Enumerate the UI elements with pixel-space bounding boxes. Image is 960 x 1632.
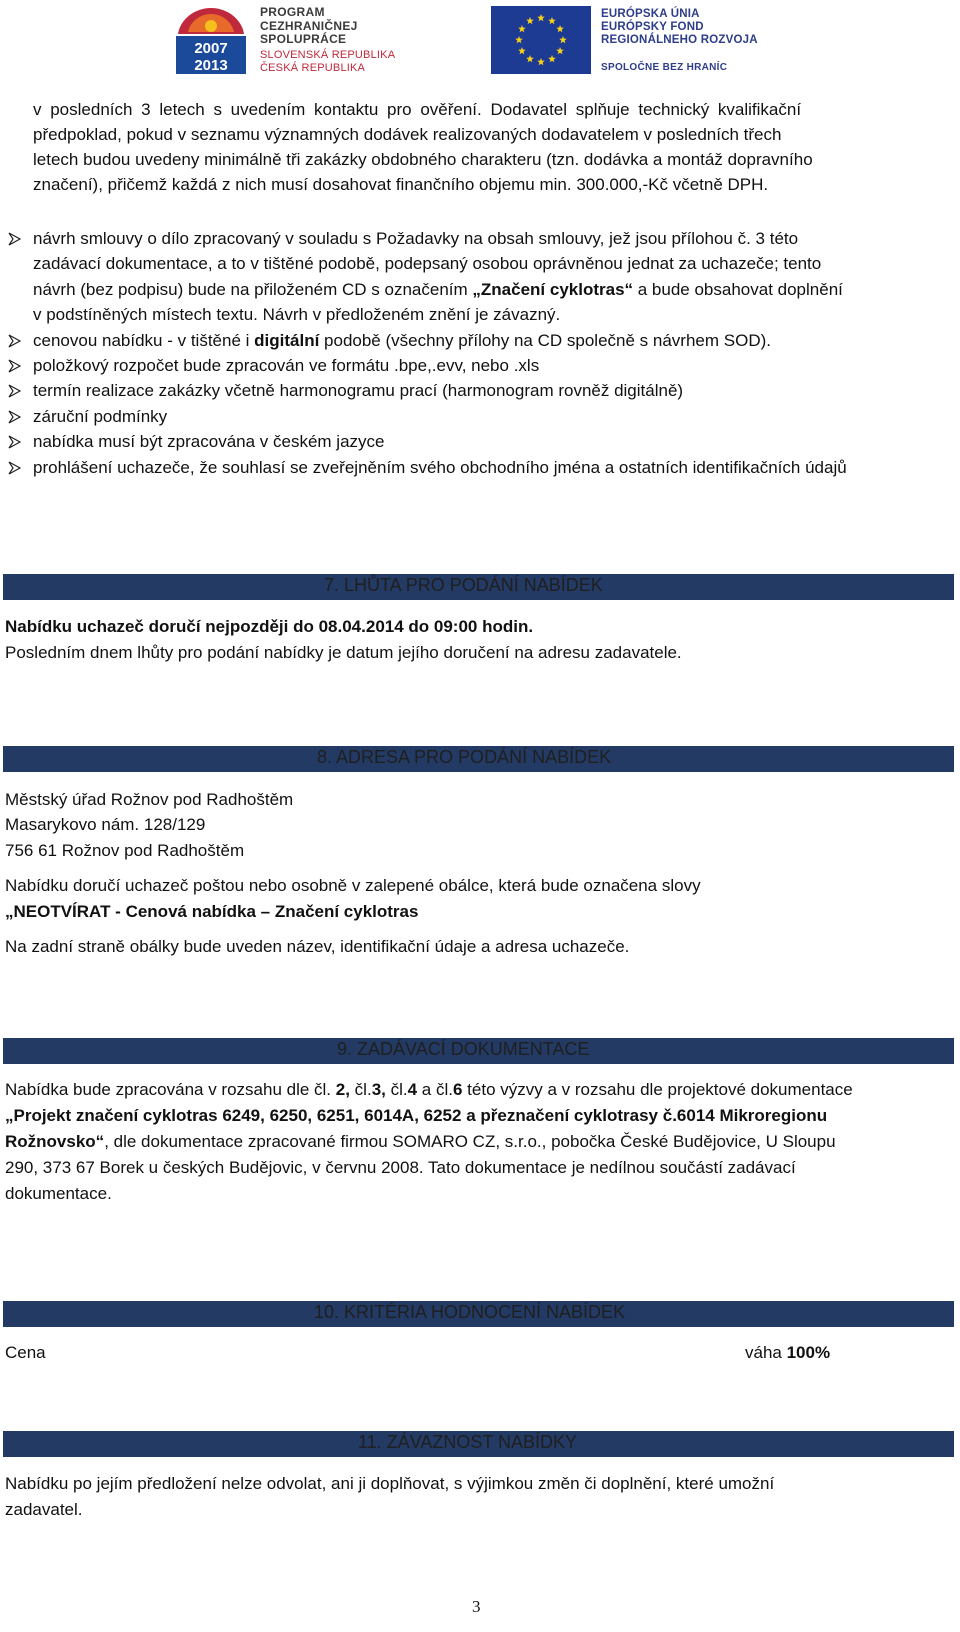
intro-line-4: značení), přičemž každá z nich musí dosahovat finančního objemu min. 300.000,-Kč včetně DPH.	[33, 175, 769, 194]
year-start: 2007	[194, 40, 228, 57]
eu-motto: SPOLOČNE BEZ HRANÍC	[601, 62, 728, 73]
docs-line-5: dokumentace.	[5, 1184, 112, 1203]
section-10-title: 10. KRITÉRIA HODNOCENÍ NABÍDEK	[314, 1302, 626, 1322]
document-page: 2007 2013 PROGRAM CEZHRANIČNEJ SPOLUPRÁCE SLOVENSKÁ REPUBLIKA ČESKÁ REPUBLIKA EURÓPSKA ÚNIA EURÓPSKY FOND REGIONÁLNEHO ROZVOJA SPOLOČNE BEZ HRANÍC v posledních 3 letech s uvedením kontaktu pro ověření. Dodavatel splňuje technický kvalifikační předpoklad, pokud v seznamu významných dodávek realizovaných dodavatelem v posledních třech letech budou uvedeny minimálně tři zakázky obdobného charakteru (tzn. dodávka a montáž dopravního značení), přičemž každá z nich musí dosahovat finančního objemu min. 300.000,-Kč včetně DPH. návrh smlouvy o dílo zpracovaný v souladu s Požadavky na obsah smlouvy, jež jsou přílohou č. 3 této zadávací dokumentace, a to v tištěné podobě, podepsaný osobou oprávněnou jednat za uchazeče; tento návrh (bez podpisu) bude na přiloženém CD s označením „Značení cyklotras“ a bude obsahovat doplnění v podstíněných místech textu. Návrh v předloženém znění je závazný. cenovou nabídku - v tištěné i digitální podobě (všechny přílohy na CD společně s návrhem SOD). položkový rozpočet bude zpracován ve formátu .bpe,.evv, nebo .xls termín realizace zakázky včetně harmonogramu prací (harmonogram rovněž digitálně) záruční podmínky nabídka musí být zpracována v českém jazyce prohlášení uchazeče, že souhlasí se zveřejněním svého obchodního jména a ostatních identifikačních údajů 7. LHŮTA PRO PODÁNÍ NABÍDEK Nabídku uchazeč doručí nejpozději do 08.04.2014 do 09:00 hodin. Posledním dnem lhůty pro podání nabídky je datum jejího doručení na adresu zadavatele. 8. ADRESA PRO PODÁNÍ NABÍDEK Městský úřad Rožnov pod Radhoštěm Masarykovo nám. 128/129 756 61 Rožnov pod Radhoštěm Nabídku doručí uchazeč poštou nebo osobně v zalepené obálce, která bude označena slovy „NEOTVÍRAT - Cenová nabídka – Značení cyklotras Na zadní straně obálky bude uveden název, identifikační údaje a adresa uchazeče. 9. ZADÁVACÍ DOKUMENTACE Nabídka bude zpracována v rozsahu dle čl. 2, čl.3, čl.4 a čl.6 této výzvy a v rozsahu dle projektové dokumentace „Projekt značení cyklotras 6249, 6250, 6251, 6014A, 6252 a přeznačení cyklotrasy č.6014 Mikroregionu Rožnovsko“, dle dokumentace zpracované firmou SOMARO CZ, s.r.o., pobočka České Budějovice, U Sloupu 290, 373 67 Borek u českých Budějovic, v červnu 2008. Tato dokumentace je nedílnou součástí zadávací dokumentace. 10. KRITÉRIA HODNOCENÍ NABÍDEK Cena váha 100% 11. ZÁVAZNOST NABÍDKY Nabídku po jejím předložení nelze odvolat, ani ji doplňovat, s výjimkou změn či doplnění, které umožní zadavatel. 3	[0, 0, 960, 1632]
arrow-bullet-icon	[7, 435, 21, 449]
program-badge-icon	[172, 4, 250, 76]
docs-line-1: Nabídka bude zpracována v rozsahu dle čl. 2, čl.3, čl.4 a čl.6 této výzvy a v rozsahu dle projektové dokumentace	[5, 1080, 853, 1099]
page-number: 3	[472, 1597, 481, 1616]
section-9-title: 9. ZADÁVACÍ DOKUMENTACE	[337, 1039, 590, 1059]
arrow-bullet-icon	[7, 410, 21, 424]
delivery-text: Nabídku doručí uchazeč poštou nebo osobně v zalepené obálce, která bude označena slovy	[5, 876, 701, 895]
arrow-bullet-icon	[7, 232, 21, 246]
program-logo	[172, 4, 452, 76]
program-title: PROGRAM CEZHRANIČNEJ SPOLUPRÁCE	[260, 5, 358, 46]
section-8-title: 8. ADRESA PRO PODÁNÍ NABÍDEK	[317, 747, 612, 767]
docs-line-3: Rožnovsko“, dle dokumentace zpracované firmou SOMARO CZ, s.r.o., pobočka České Budějovice, U Sloupu	[5, 1132, 836, 1151]
binding-text-1: Nabídku po jejím předložení nelze odvolat, ani ji doplňovat, s výjimkou změn či doplnění, které umožní	[5, 1474, 775, 1493]
section-7-title: 7. LHŮTA PRO PODÁNÍ NABÍDEK	[324, 575, 603, 595]
address-line-3: 756 61 Rožnov pod Radhoštěm	[5, 841, 245, 860]
docs-line-4: 290, 373 67 Borek u českých Budějovic, v červnu 2008. Tato dokumentace je nedílnou součástí zadávací	[5, 1158, 796, 1177]
envelope-label: „NEOTVÍRAT - Cenová nabídka – Značení cyklotras	[5, 902, 419, 921]
envelope-back-note: Na zadní straně obálky bude uveden název, identifikační údaje a adresa uchazeče.	[5, 937, 630, 956]
eu-logo	[491, 4, 801, 76]
eu-fund-title: EURÓPSKA ÚNIA EURÓPSKY FOND REGIONÁLNEHO ROZVOJA	[601, 8, 758, 46]
eu-flag-icon	[491, 6, 591, 74]
intro-line-3: letech budou uvedeny minimálně tři zakázky obdobného charakteru (tzn. dodávka a montáž dopravního	[33, 150, 813, 169]
deadline-note: Posledním dnem lhůty pro podání nabídky je datum jejího doručení na adresu zadavatele.	[5, 643, 682, 662]
intro-line-1: v posledních 3 letech s uvedením kontaktu pro ověření. Dodavatel splňuje technický kvalifikační	[33, 100, 802, 119]
program-countries: SLOVENSKÁ REPUBLIKA ČESKÁ REPUBLIKA	[260, 49, 396, 74]
criterion-weight: váha 100%	[745, 1343, 831, 1362]
section-11-title: 11. ZÁVAZNOST NABÍDKY	[358, 1432, 578, 1452]
arrow-bullet-icon	[7, 384, 21, 398]
deadline-text: Nabídku uchazeč doručí nejpozději do 08.04.2014 do 09:00 hodin.	[5, 617, 534, 636]
year-end: 2013	[194, 57, 228, 74]
docs-line-2: „Projekt značení cyklotras 6249, 6250, 6251, 6014A, 6252 a přeznačení cyklotrasy č.6014 Mikroregionu	[5, 1106, 828, 1125]
arrow-bullet-icon	[7, 359, 21, 373]
criterion-label: Cena	[5, 1343, 46, 1362]
arrow-bullet-icon	[7, 461, 21, 475]
intro-line-2: předpoklad, pokud v seznamu významných dodávek realizovaných dodavatelem v posledních třech	[33, 125, 782, 144]
binding-text-2: zadavatel.	[5, 1500, 83, 1519]
address-line-2: Masarykovo nám. 128/129	[5, 815, 206, 834]
address-line-1: Městský úřad Rožnov pod Radhoštěm	[5, 790, 294, 809]
arrow-bullet-icon	[7, 334, 21, 348]
